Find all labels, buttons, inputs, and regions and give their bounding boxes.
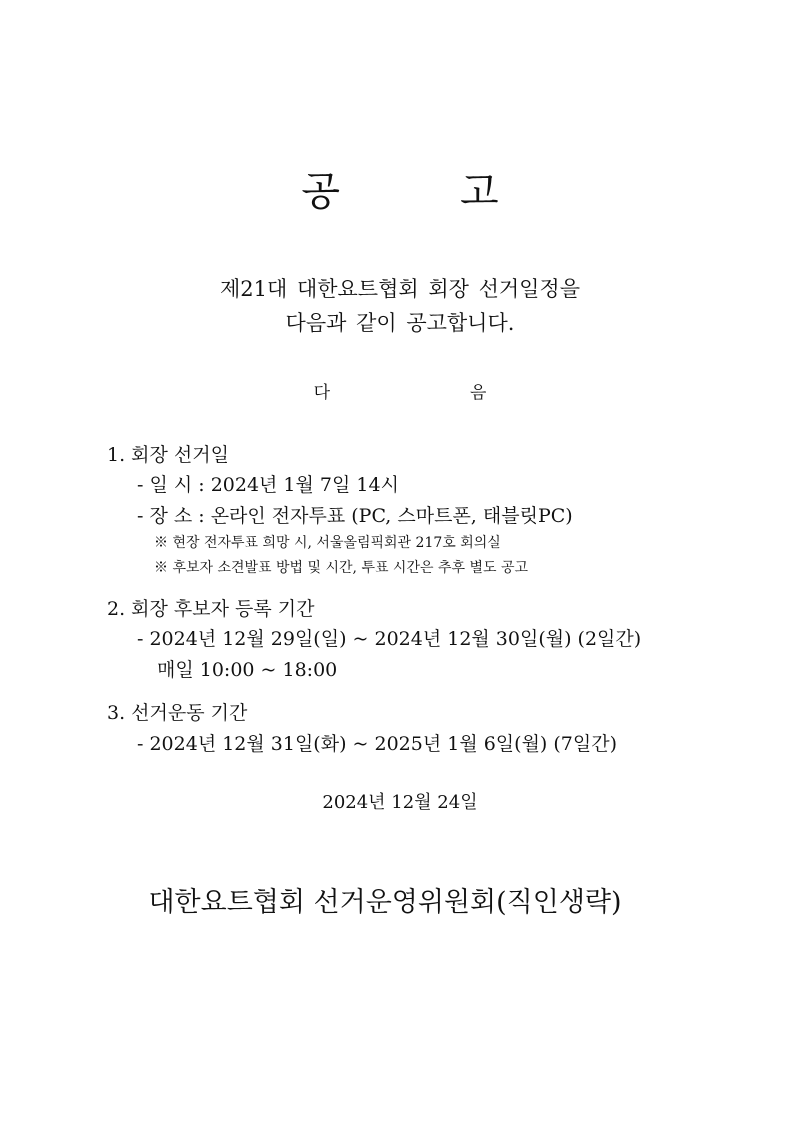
section-1-note-1: ※ 현장 전자투표 희망 시, 서울올림픽회관 217호 회의실 <box>154 535 501 551</box>
section-2-title: 2. 회장 후보자 등록 기간 <box>107 598 315 620</box>
intro-line-2: 다음과 같이 공고합니다. <box>285 311 515 335</box>
title-char-1: 공 <box>301 169 340 215</box>
section-2-hours: 매일 10:00 ~ 18:00 <box>157 659 338 681</box>
title-char-2: 고 <box>460 169 499 215</box>
section-3-period: - 2024년 12월 31일(화) ~ 2025년 1월 6일(월) (7일간) <box>137 733 617 755</box>
heading-char-1: 다 <box>313 383 330 403</box>
issuing-organization: 대한요트협회 선거운영위원회(직인생략) <box>148 887 622 918</box>
section-2-period: - 2024년 12월 29일(일) ~ 2024년 12월 30일(월) (2일간) <box>137 628 642 650</box>
notice-date: 2024년 12월 24일 <box>322 792 478 813</box>
document-title <box>0 160 800 217</box>
section-1-place: - 장 소 : 온라인 전자투표 (PC, 스마트폰, 태블릿PC) <box>137 505 573 527</box>
section-1-datetime: - 일 시 : 2024년 1월 7일 14시 <box>137 474 399 496</box>
section-1-title: 1. 회장 선거일 <box>107 444 229 466</box>
section-1-note-2: ※ 후보자 소견발표 방법 및 시간, 투표 시간은 추후 별도 공고 <box>154 560 529 576</box>
intro-line-1: 제21대 대한요트협회 회장 선거일정을 <box>219 277 581 301</box>
section-3-title: 3. 선거운동 기간 <box>107 702 248 724</box>
intro-text <box>0 272 800 340</box>
section-heading <box>0 378 800 403</box>
heading-char-2: 음 <box>470 383 487 403</box>
